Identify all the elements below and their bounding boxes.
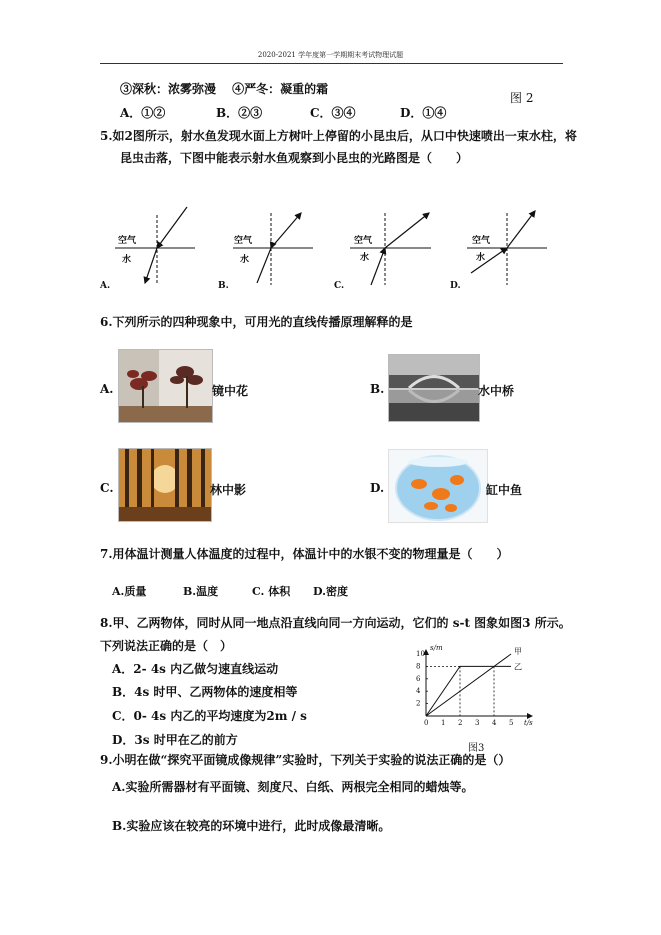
q4-option-b[interactable]: B．②③ [216, 106, 263, 120]
q8-figure-label: 图3 [468, 743, 485, 754]
q6-option-c-caption: 林中影 [210, 483, 247, 497]
q7-option-d[interactable]: D.密度 [313, 585, 348, 598]
flower-mirror-photo [118, 349, 213, 423]
q7-option-a[interactable]: A.质量 [112, 585, 147, 598]
series-line-jia [426, 654, 511, 716]
q6-option-d-caption: 缸中鱼 [486, 483, 523, 497]
q5-d-air-label: 空气 [472, 236, 491, 246]
q6-option-a-letter[interactable]: A. [100, 382, 114, 396]
q6-option-d-letter[interactable]: D. [370, 481, 385, 495]
x-tick-label: 5 [509, 719, 514, 727]
q4-items-line: ③深秋：浓雾弥漫 ④严冬：凝重的霜 [120, 82, 329, 96]
q8-option-c[interactable]: C．0- 4s 内乙的平均速度为2m / s [112, 709, 307, 723]
x-tick-label: 0 [424, 719, 429, 727]
q8-question-line2: 下列说法正确的是（ ） [100, 639, 233, 653]
y-tick-label: 6 [416, 674, 421, 683]
series-label-yi: 乙 [514, 662, 522, 672]
q5-a-water-label: 水 [122, 255, 132, 265]
q5-option-a[interactable]: A. [100, 281, 111, 291]
q5-a-air-label: 空气 [118, 236, 137, 246]
q5-c-water-label: 水 [360, 253, 370, 263]
diagram-c [350, 213, 431, 285]
q8-question-line1: 8.甲、乙两物体，同时从同一地点沿直线向同一方向运动，它们的 s-t 图象如图3 所示。 [100, 616, 571, 630]
page-header: 2020-2021 学年度第一学期期末考试物理试题 [257, 51, 404, 59]
diagram-d [467, 211, 547, 285]
q9-option-b[interactable]: B.实验应该在较亮的环境中进行，此时成像最清晰。 [112, 819, 391, 833]
q6-option-c-letter[interactable]: C. [100, 481, 114, 495]
x-tick-label: 2 [458, 719, 463, 727]
fishbowl-photo [388, 449, 488, 523]
y-tick-label: 8 [416, 662, 421, 671]
q5-d-water-label: 水 [476, 253, 486, 263]
q5-light-path-diagrams [95, 205, 565, 295]
q7-option-b[interactable]: B.温度 [183, 585, 219, 598]
q5-option-c[interactable]: C. [334, 281, 345, 291]
q8-option-d[interactable]: D．3s 时甲在乙的前方 [112, 733, 238, 747]
header-rule [100, 63, 563, 64]
q9-option-a[interactable]: A.实验所需器材有平面镜、刻度尺、白纸、两根完全相同的蜡烛等。 [112, 780, 474, 794]
q5-question-line2: 昆虫击落，下图中能表示射水鱼观察到小昆虫的光路图是（ ） [120, 151, 469, 165]
bridge-reflection-photo [388, 354, 480, 422]
q4-option-d[interactable]: D．①④ [400, 106, 447, 120]
q7-question: 7.用体温计测量人体温度的过程中，体温计中的水银不变的物理量是（ ） [100, 547, 509, 561]
q6-option-b-caption: 水中桥 [478, 384, 515, 398]
x-tick-label: 1 [441, 719, 446, 727]
q4-figure-label: 图 2 [510, 91, 534, 105]
q8-option-a[interactable]: A．2- 4s 内乙做匀速直线运动 [112, 662, 279, 676]
q6-option-b-letter[interactable]: B. [370, 382, 385, 396]
q9-question: 9.小明在做“探究平面镜成像规律”实验时，下列关于实验的说法正确的是（） [100, 753, 511, 767]
q4-option-c[interactable]: C．③④ [310, 106, 356, 120]
q8-option-b[interactable]: B．4s 时甲、乙两物体的速度相等 [112, 685, 298, 699]
series-label-jia: 甲 [514, 647, 522, 656]
diagram-a [115, 207, 195, 285]
y-axis-label: s/m [430, 644, 443, 652]
q6-option-a-caption: 镜中花 [212, 384, 249, 398]
q5-option-b[interactable]: B. [218, 281, 229, 291]
q4-option-a[interactable]: A．①② [120, 106, 166, 120]
q6-question: 6.下列所示的四种现象中，可用光的直线传播原理解释的是 [100, 315, 413, 329]
q5-question-line1: 5.如2图所示，射水鱼发现水面上方树叶上停留的小昆虫后，从口中快速喷出一束水柱，将 [100, 129, 577, 143]
st-graph [410, 642, 550, 732]
diagram-b [233, 213, 313, 285]
y-tick-label: 10 [416, 650, 425, 658]
x-tick-label: 3 [475, 719, 480, 727]
q5-b-water-label: 水 [240, 255, 250, 265]
x-tick-label: 4 [492, 719, 497, 727]
q5-option-d[interactable]: D. [450, 281, 461, 291]
q7-option-c[interactable]: C. 体积 [252, 585, 291, 598]
q5-b-air-label: 空气 [234, 236, 253, 246]
x-axis-label: t/s [524, 719, 533, 727]
series-line-yi [426, 666, 511, 716]
y-tick-label: 2 [416, 699, 421, 708]
forest-shadow-photo [118, 448, 212, 522]
y-tick-label: 4 [416, 687, 421, 696]
q5-c-air-label: 空气 [354, 236, 373, 246]
